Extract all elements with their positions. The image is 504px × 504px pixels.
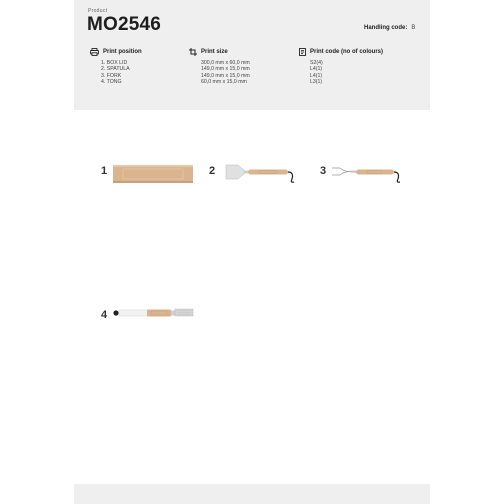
print-code-row: S2(4) [310,60,323,66]
item-number: 1 [101,165,108,177]
tong-image [113,306,195,320]
print-size-header [189,48,250,56]
footer-bar [74,484,430,504]
item-number: 3 [320,165,327,177]
document-icon [299,48,306,56]
print-size-title: Print size [201,48,228,55]
item-number: 2 [209,165,216,177]
print-code-column [299,48,383,85]
print-code-title: Print code (no of colours) [310,48,383,55]
print-size-row: 149,0 mm x 15,0 mm [201,72,250,79]
print-size-row: 149,0 mm x 15,0 mm [201,66,250,73]
print-code-header [299,48,383,56]
item-number: 4 [101,309,108,321]
handling-code-label: Handling code: [364,25,408,31]
print-code-row: L3(1) [310,78,323,85]
print-position-row: 1. BOX LID [101,60,128,66]
header-panel [74,0,430,110]
print-position-row: 4. TONG [101,78,122,85]
fork-image [332,162,408,184]
print-code-row: L4(1) [310,66,323,73]
print-size-row: 60,0 mm x 15,0 mm [201,78,247,85]
product-kicker: Product [88,8,108,14]
print-size-column [189,48,250,85]
printer-icon [90,48,99,56]
print-code-row: L4(1) [310,72,323,79]
print-position-header [90,48,142,56]
print-position-row: 2. SPATULA [101,66,130,73]
print-position-title: Print position [103,48,142,55]
print-position-row: 3. FORK [101,72,122,79]
spatula-image [224,162,300,184]
handling-code [364,25,415,31]
print-size-row: 300,0 mm x 60,0 mm [201,60,250,66]
print-position-column [90,48,142,85]
crop-icon [189,48,197,56]
product-code: MO2546 [87,14,162,35]
box-lid-image [113,165,193,183]
handling-code-value: B [411,25,416,31]
